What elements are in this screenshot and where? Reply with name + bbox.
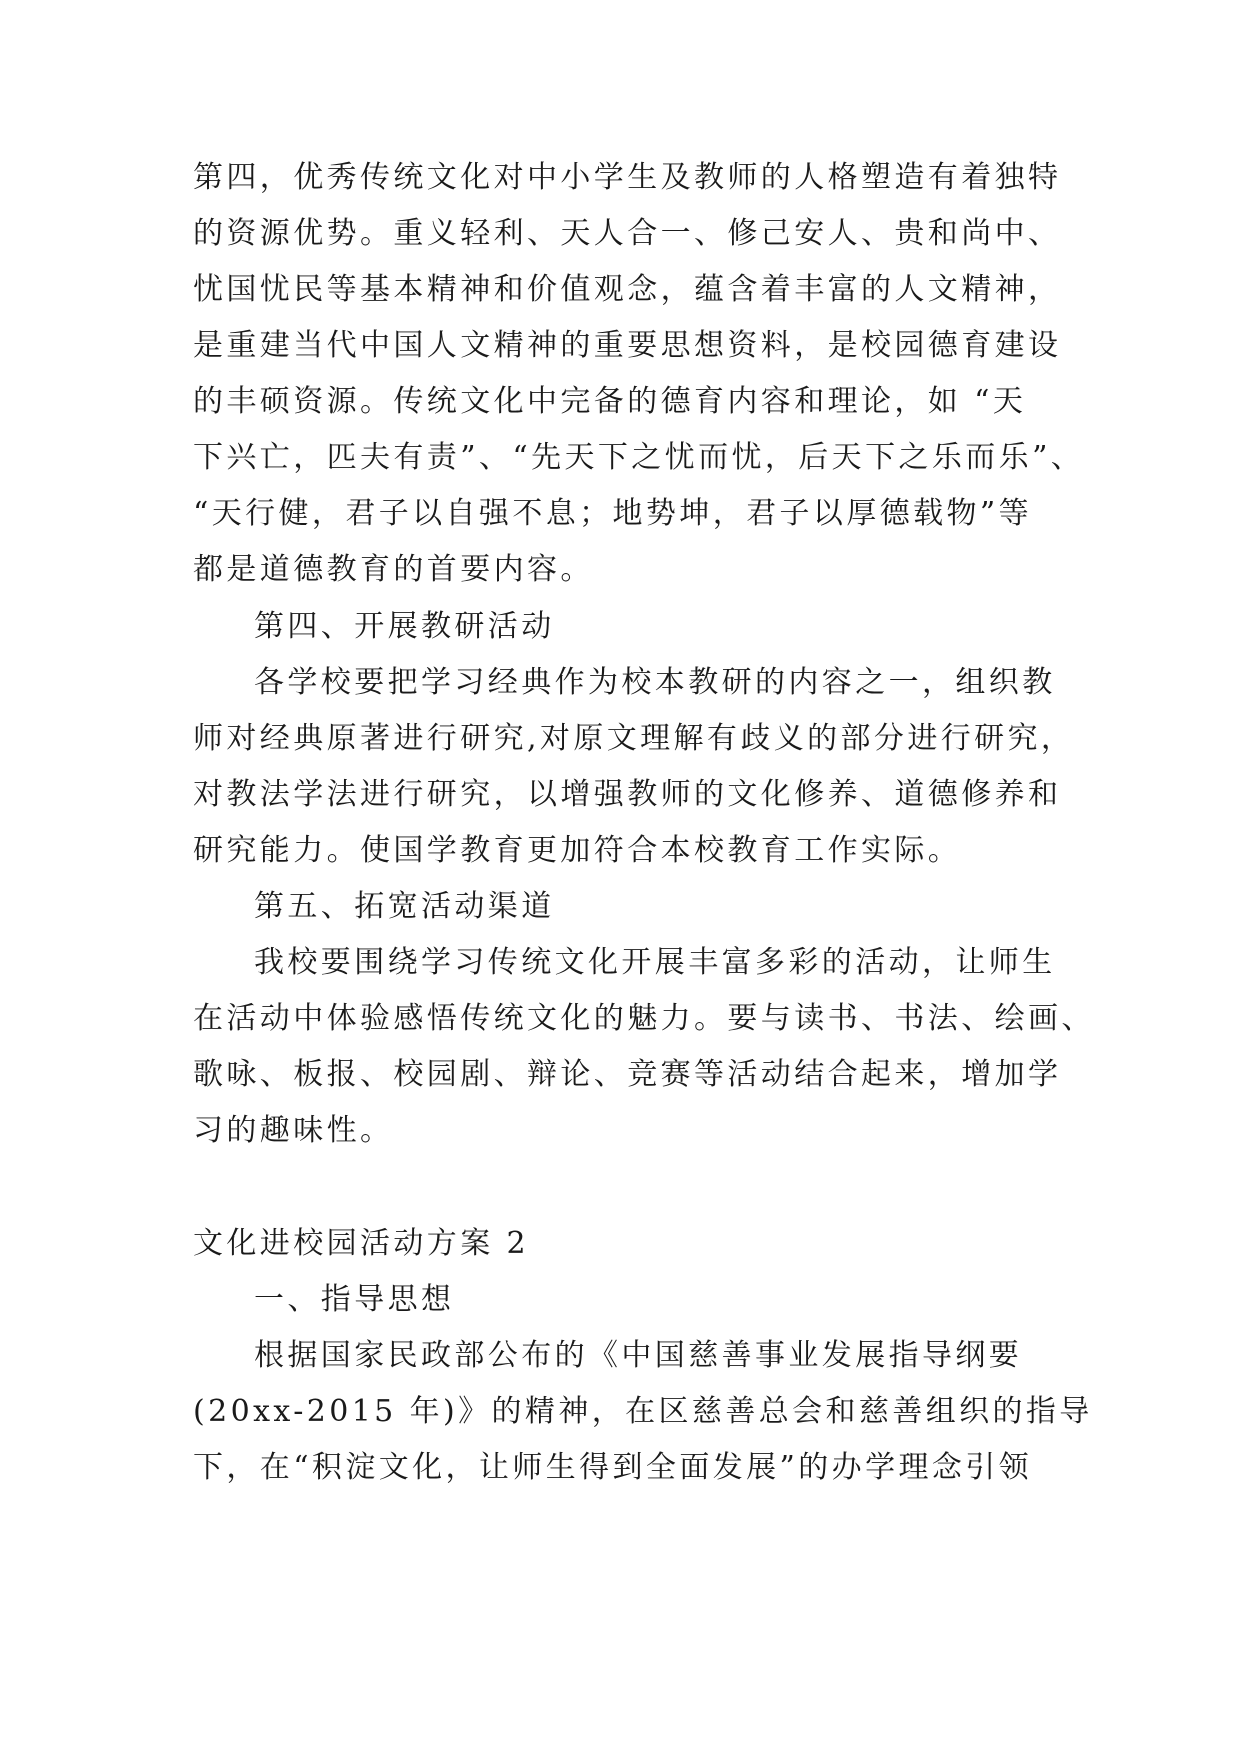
text-line: 下，在“积淀文化，让师生得到全面发展”的办学理念引领 <box>193 1450 1033 1485</box>
text-line: 的丰硕资源。传统文化中完备的德育内容和理论，如 “天 <box>193 384 1027 419</box>
text-line: 在活动中体验感悟传统文化的魅力。要与读书、书法、绘画、 <box>193 1001 1095 1036</box>
text-line: 各学校要把学习经典作为校本教研的内容之一，组织教 <box>254 665 1056 700</box>
text-line: 对教法学法进行研究，以增强教师的文化修养、道德修养和 <box>193 777 1062 812</box>
section-heading: 一、指导思想 <box>254 1282 455 1317</box>
document-title: 文化进校园活动方案 2 <box>193 1226 530 1261</box>
text-line: 歌咏、板报、校园剧、辩论、竞赛等活动结合起来，增加学 <box>193 1057 1062 1092</box>
text-line: 下兴亡，匹夫有责”、“先天下之忧而忧，后天下之乐而乐”、 <box>193 440 1085 475</box>
text-line: 忧国忧民等基本精神和价值观念，蕴含着丰富的人文精神， <box>193 272 1062 307</box>
section-heading: 第四、开展教研活动 <box>254 609 555 644</box>
text-line: 习的趣味性。 <box>193 1113 394 1148</box>
text-line: 研究能力。使国学教育更加符合本校教育工作实际。 <box>193 833 962 868</box>
text-line: 都是道德教育的首要内容。 <box>193 552 594 587</box>
text-line: 是重建当代中国人文精神的重要思想资料，是校园德育建设 <box>193 328 1062 363</box>
text-line: “天行健，君子以自强不息；地势坤，君子以厚德载物”等 <box>193 496 1033 531</box>
text-line: 我校要围绕学习传统文化开展丰富多彩的活动，让师生 <box>254 945 1056 980</box>
text-line: (20xx-2015 年)》的精神，在区慈善总会和慈善组织的指导 <box>193 1394 1093 1429</box>
text-line: 第四，优秀传统文化对中小学生及教师的人格塑造有着独特 <box>193 160 1062 195</box>
text-line: 根据国家民政部公布的《中国慈善事业发展指导纲要 <box>254 1338 1023 1373</box>
text-line: 师对经典原著进行研究,对原文理解有歧义的部分进行研究， <box>193 721 1075 756</box>
text-line: 的资源优势。重义轻利、天人合一、修己安人、贵和尚中、 <box>193 216 1062 251</box>
section-heading: 第五、拓宽活动渠道 <box>254 889 555 924</box>
